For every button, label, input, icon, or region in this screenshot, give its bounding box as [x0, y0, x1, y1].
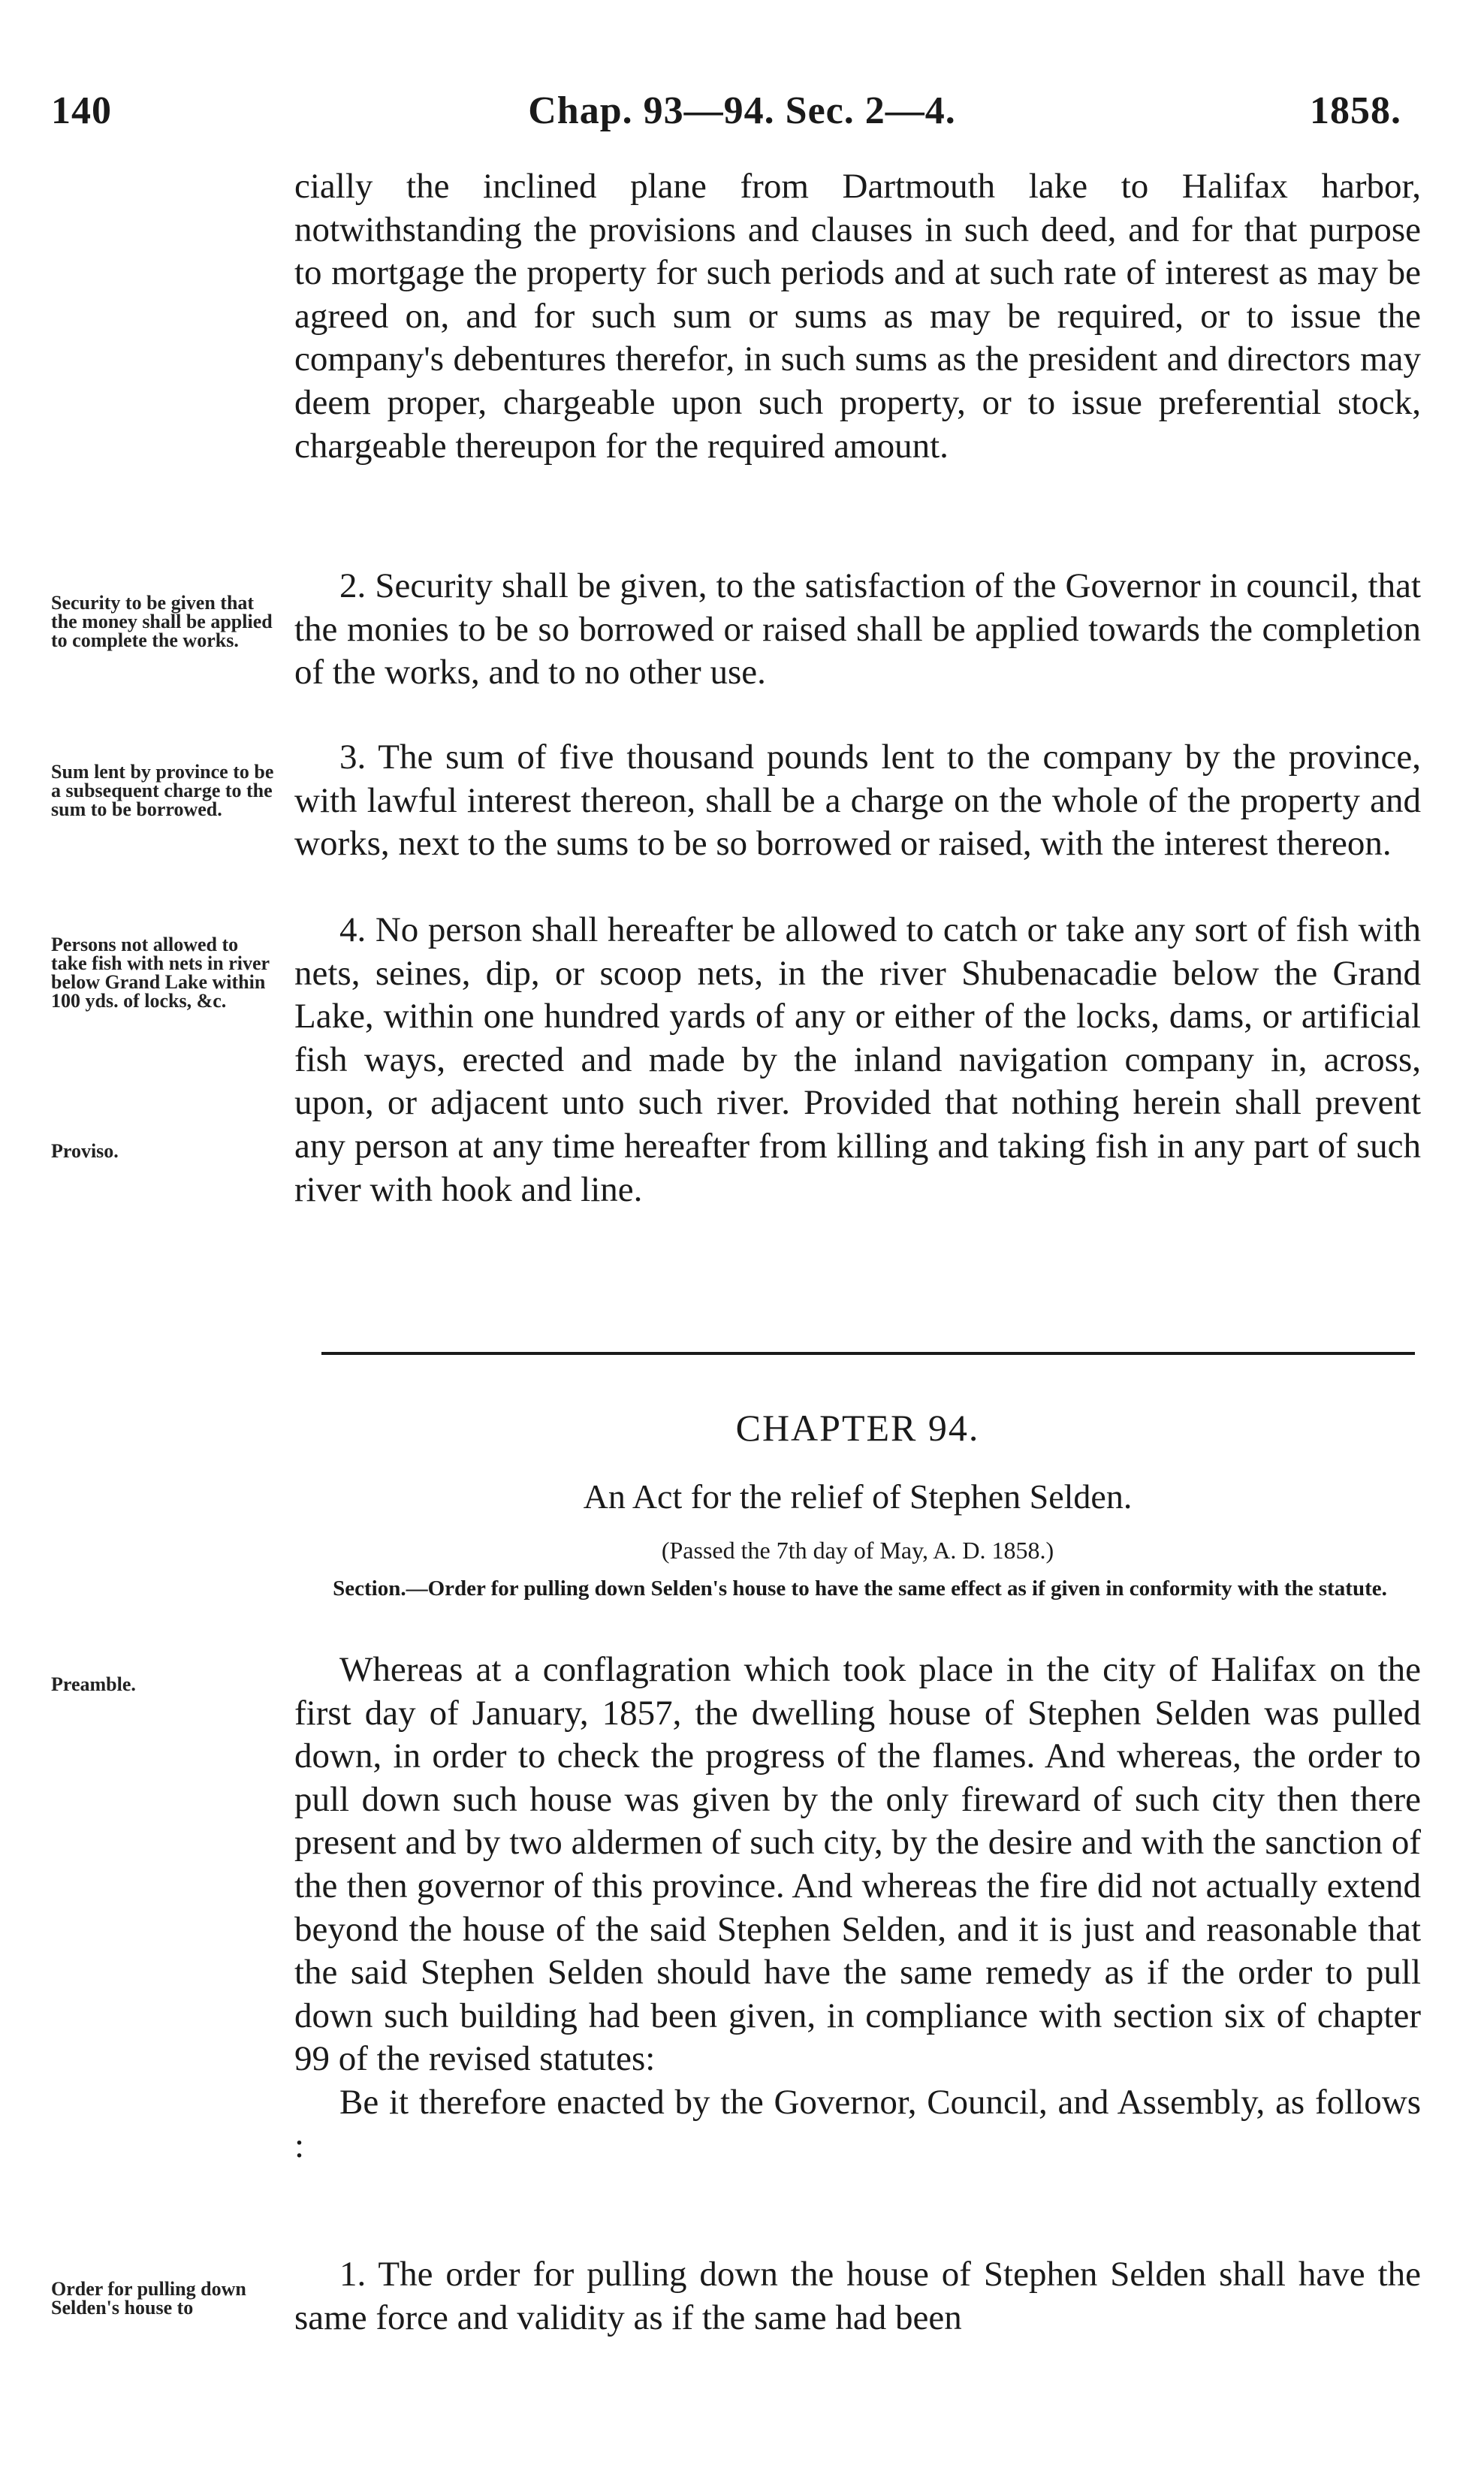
section-4-block	[294, 909, 1421, 1211]
act-title: An Act for the relief of Stephen Selden.	[583, 1477, 1133, 1516]
section-4-text: 4. No person shall hereafter be allowed to catch or take any sort of fish with nets, seines, dip, or scoop nets, in the river Shubenacadie below the Grand Lake, within one hundred yards of any or either of the locks, dams, or artificial fish ways, erected and made by the inland navigation company in, across, upon, or adjacent unto such river. Provided that nothing herein shall prevent any person at any time hereafter from killing and taking fish in any part of such river with hook and line.	[294, 910, 1421, 1209]
chapter93-continuation: cially the inclined plane from Dartmouth lake to Halifax harbor, notwithstanding the provisions and clauses in such deed, and for that purpose to mortgage the property for such periods and at such rate of interest as may be agreed on, and for such sum or sums as may be required, or to issue the company's debentures therefor, in such sums as the president and directors may deem proper, chargeable upon such property, or to issue preferential stock, chargeable thereupon for the required amount.	[294, 167, 1421, 466]
margin-note-proviso: Proviso.	[51, 1140, 119, 1162]
section-3-block	[294, 736, 1421, 866]
margin-note-fish-nets: Persons not allowed to take fish with nets in river below Grand Lake within 100 yds. of locks, &c.	[51, 934, 270, 1012]
section-3-text: 3. The sum of five thousand pounds lent to the company by the province, with lawful interest thereon, shall be a charge on the whole of the property and works, next to the sums to be so borrowed or raised, with the interest thereon.	[294, 738, 1421, 864]
section-summary: Section.—Order for pulling down Selden's house to have the same effect as if given in conformity with the statute.	[333, 1576, 1387, 1601]
section-2-text: 2. Security shall be given, to the satisfaction of the Governor in council, that the monies to be so borrowed or raised shall be applied towards the completion of the works, and to no other use.	[294, 566, 1421, 692]
margin-note-security: Security to be given that the money shall be applied to complete the works.	[51, 592, 273, 651]
section-2-block	[294, 565, 1421, 695]
margin-note-sum-lent: Sum lent by province to be a subsequent charge to the sum to be borrowed.	[51, 761, 274, 820]
section-1-text: 1. The order for pulling down the house of Stephen Selden shall have the same force and validity as if the same had been	[294, 2255, 1421, 2337]
running-head: Chap. 93—94. Sec. 2—4.	[528, 89, 956, 132]
preamble-block	[294, 1649, 1421, 2168]
preamble-text: Whereas at a conflagration which took place in the city of Halifax on the first day of January, 1857, the dwelling house of Stephen Selden was pulled down, in order to check the progress of the flames. And whereas, the order to pull down such house was given by the only fireward of such city then there present and by two aldermen of such city, by the desire and with the sanction of the then governor of this province. And whereas the fire did not actually extend beyond the house of the said Stephen Selden, and it is just and reasonable that the said Stephen Selden should have the same remedy as if the order to pull down such building had been given, in compliance with section six of chapter 99 of the revised statutes:	[294, 1650, 1421, 2079]
margin-note-section-1: Order for pulling down Selden's house to	[51, 2278, 246, 2319]
passed-date: (Passed the 7th day of May, A. D. 1858.)	[661, 1537, 1054, 1564]
section-1-block	[294, 2253, 1421, 2340]
enacting-clause: Be it therefore enacted by the Governor, Council, and Assembly, as follows :	[294, 2082, 1421, 2165]
chapter93-continuation-block	[294, 165, 1421, 468]
page-year: 1858.	[1310, 89, 1401, 132]
margin-note-preamble: Preamble.	[51, 1673, 136, 1695]
page-number: 140	[51, 89, 112, 132]
chapter94-title: CHAPTER 94.	[735, 1407, 980, 1449]
chapter-divider	[321, 1352, 1415, 1355]
